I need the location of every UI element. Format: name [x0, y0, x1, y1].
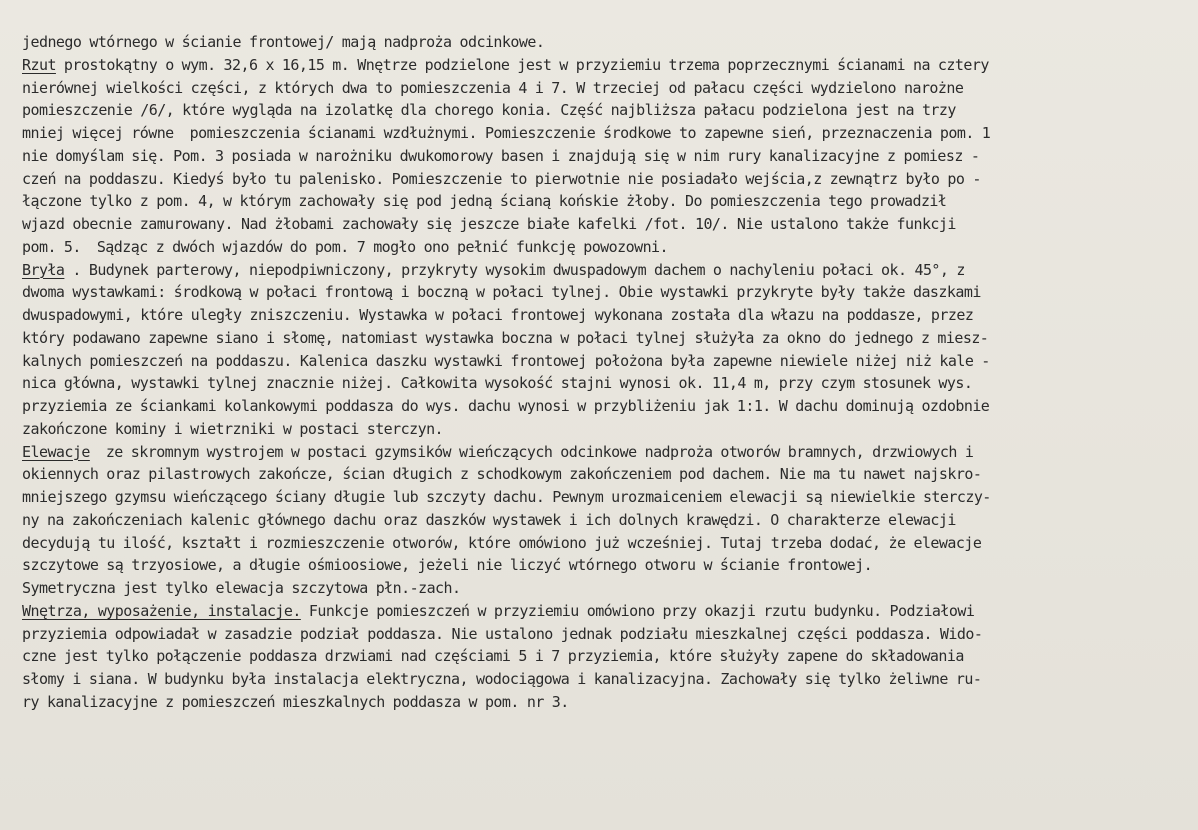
text-segment: czeń na poddaszu. Kiedyś było tu palenisko. Pomieszczenie to pierwotnie nie posiadało wejścia,z zewnątrz było po - — [22, 169, 981, 188]
text-line — [22, 577, 1187, 600]
text-line — [22, 281, 1187, 304]
text-segment: okiennych oraz pilastrowych zakończe, ścian długich z schodkowym zakończeniem pod dachem. Nie ma tu nawet najskro- — [22, 465, 982, 484]
text-segment: szczytowe są trzyosiowe, a długie ośmioosiowe, jeżeli nie liczyć wtórnego otworu w ścianie frontowej. — [22, 556, 873, 575]
text-segment: pomieszczenie /6/, które wygląda na izolatkę dla chorego konia. Część najbliższa pałacu podzielona jest na trzy — [22, 101, 956, 120]
text-line — [22, 395, 1187, 418]
text-line — [22, 350, 1187, 373]
text-segment: mniejszego gzymsu wieńczącego ściany długie lub szczyty dachu. Pewnym urozmaiceniem elewacji są niewielkie sterczy- — [22, 488, 991, 506]
text-line — [22, 372, 1187, 395]
text-line — [22, 668, 1187, 691]
section-heading: Rzut — [22, 55, 56, 74]
text-segment: przyziemia ze ściankami kolankowymi poddasza do wys. dachu wynosi w przybliżeniu jak 1:1. W dachu dominują ozdobnie — [22, 397, 990, 415]
section-heading: Elewacje — [22, 442, 90, 461]
text-line — [22, 99, 1187, 122]
text-line — [22, 190, 1187, 213]
text-segment: łączone tylko z pom. 4, w którym zachowały się pod jedną ścianą końskie żłoby. Do pomieszczenia tego prowadził — [22, 192, 947, 211]
text-segment: słomy i siana. W budynku była instalacja elektryczna, wodociągowa i kanalizacyjna. Zachowały się tylko żeliwne ru- — [22, 670, 982, 688]
text-segment: dwoma wystawkami: środkową w połaci frontową i boczną w połaci tylnej. Obie wystawki przykryte były także daszkami — [22, 283, 981, 302]
text-line — [22, 327, 1187, 350]
document-body — [22, 31, 1187, 714]
text-segment: czne jest tylko połączenie poddasza drzwiami nad częściami 5 i 7 przyziemia, które służyły zapene do składowania — [22, 647, 964, 666]
text-line — [22, 600, 1187, 623]
section-heading: Bryła — [22, 260, 65, 279]
text-segment: wjazd obecnie zamurowany. Nad żłobami zachowały się jeszcze białe kafelki /fot. 10/. Nie ustalono także funkcji — [22, 215, 956, 233]
text-line — [22, 509, 1187, 532]
text-line — [22, 77, 1187, 100]
text-segment: Funkcje pomieszczeń w przyziemiu omówiono przy okazji rzutu budynku. Podziałowi — [300, 601, 975, 620]
text-segment: który podawano zapewne siano i słomę, natomiast wystawka boczna w połaci tylnej służyła za okno do jednego z miesz- — [22, 328, 989, 347]
text-segment: ze skromnym wystrojem w postaci gzymsików wieńczących odcinkowe nadproża otworów bramnych, drzwiowych i — [89, 442, 974, 461]
text-line — [22, 645, 1187, 668]
text-line — [22, 486, 1187, 509]
text-segment: nica główna, wystawki tylnej znacznie niżej. Całkowita wysokość stajni wynosi ok. 11,4 m, przy czym stosunek wys. — [22, 374, 973, 393]
text-line — [22, 259, 1187, 282]
text-segment: ry kanalizacyjne z pomieszczeń mieszkalnych poddasza w pom. nr 3. — [22, 692, 569, 711]
text-segment: nierównej wielkości części, z których dwa to pomieszczenia 4 i 7. W trzeciej od pałacu części wydzielono narożne — [22, 78, 964, 97]
text-line — [22, 213, 1187, 236]
text-line — [22, 691, 1187, 714]
text-line — [22, 54, 1187, 77]
text-segment: mniej więcej równe pomieszczenia ścianami wzdłużnymi. Pomieszczenie środkowe to zapewne sień, przeznaczenia pom. 1 — [22, 124, 991, 142]
text-segment: dwuspadowymi, które uległy zniszczeniu. Wystawka w połaci frontowej wykonana została dla włazu na poddasze, przez — [22, 306, 974, 324]
text-line — [22, 168, 1187, 191]
text-line — [22, 623, 1187, 646]
text-line — [22, 304, 1187, 327]
text-line — [22, 463, 1187, 486]
text-segment: nie domyślam się. Pom. 3 posiada w narożniku dwukomorowy basen i znajdują się w nim rury kanalizacyjne z pomiesz - — [22, 146, 980, 165]
text-segment: zakończone kominy i wietrzniki w postaci sterczyn. — [22, 419, 444, 438]
text-segment: pom. 5. Sądząc z dwóch wjazdów do pom. 7 mogło ono pełnić funkcję powozowni. — [22, 237, 669, 256]
text-line — [22, 122, 1187, 145]
text-line — [22, 554, 1187, 577]
text-segment: przyziemia odpowiadał w zasadzie podział poddasza. Nie ustalono jednak podziału mieszkalnej części poddasza. Wido- — [22, 624, 983, 643]
text-segment: . Budynek parterowy, niepodpiwniczony, przykryty wysokim dwuspadowym dachem o nachyleniu połaci ok. 45°, z — [64, 260, 965, 279]
text-line — [22, 441, 1187, 464]
text-segment: Symetryczna jest tylko elewacja szczytowa płn.-zach. — [22, 579, 461, 597]
text-line — [22, 31, 1187, 54]
text-line — [22, 236, 1187, 259]
text-line — [22, 532, 1187, 555]
text-segment: ny na zakończeniach kalenic głównego dachu oraz daszków wystawek i ich dolnych krawędzi. O charakterze elewacji — [22, 510, 956, 529]
text-segment: jednego wtórnego w ścianie frontowej/ mają nadproża odcinkowe. — [22, 33, 545, 51]
text-line — [22, 145, 1187, 168]
text-segment: decydują tu ilość, kształt i rozmieszczenie otworów, które omówiono już wcześniej. Tutaj trzeba dodać, że elewacje — [22, 533, 982, 552]
text-line — [22, 418, 1187, 441]
text-segment: prostokątny o wym. 32,6 x 16,15 m. Wnętrze podzielone jest w przyziemiu trzema poprzecznymi ścianami na cztery — [55, 55, 989, 74]
section-heading: Wnętrza, wyposażenie, instalacje. — [22, 601, 301, 620]
text-segment: kalnych pomieszczeń na poddaszu. Kalenica daszku wystawki frontowej położona była zapewne niewiele niżej niż kale - — [22, 351, 990, 370]
